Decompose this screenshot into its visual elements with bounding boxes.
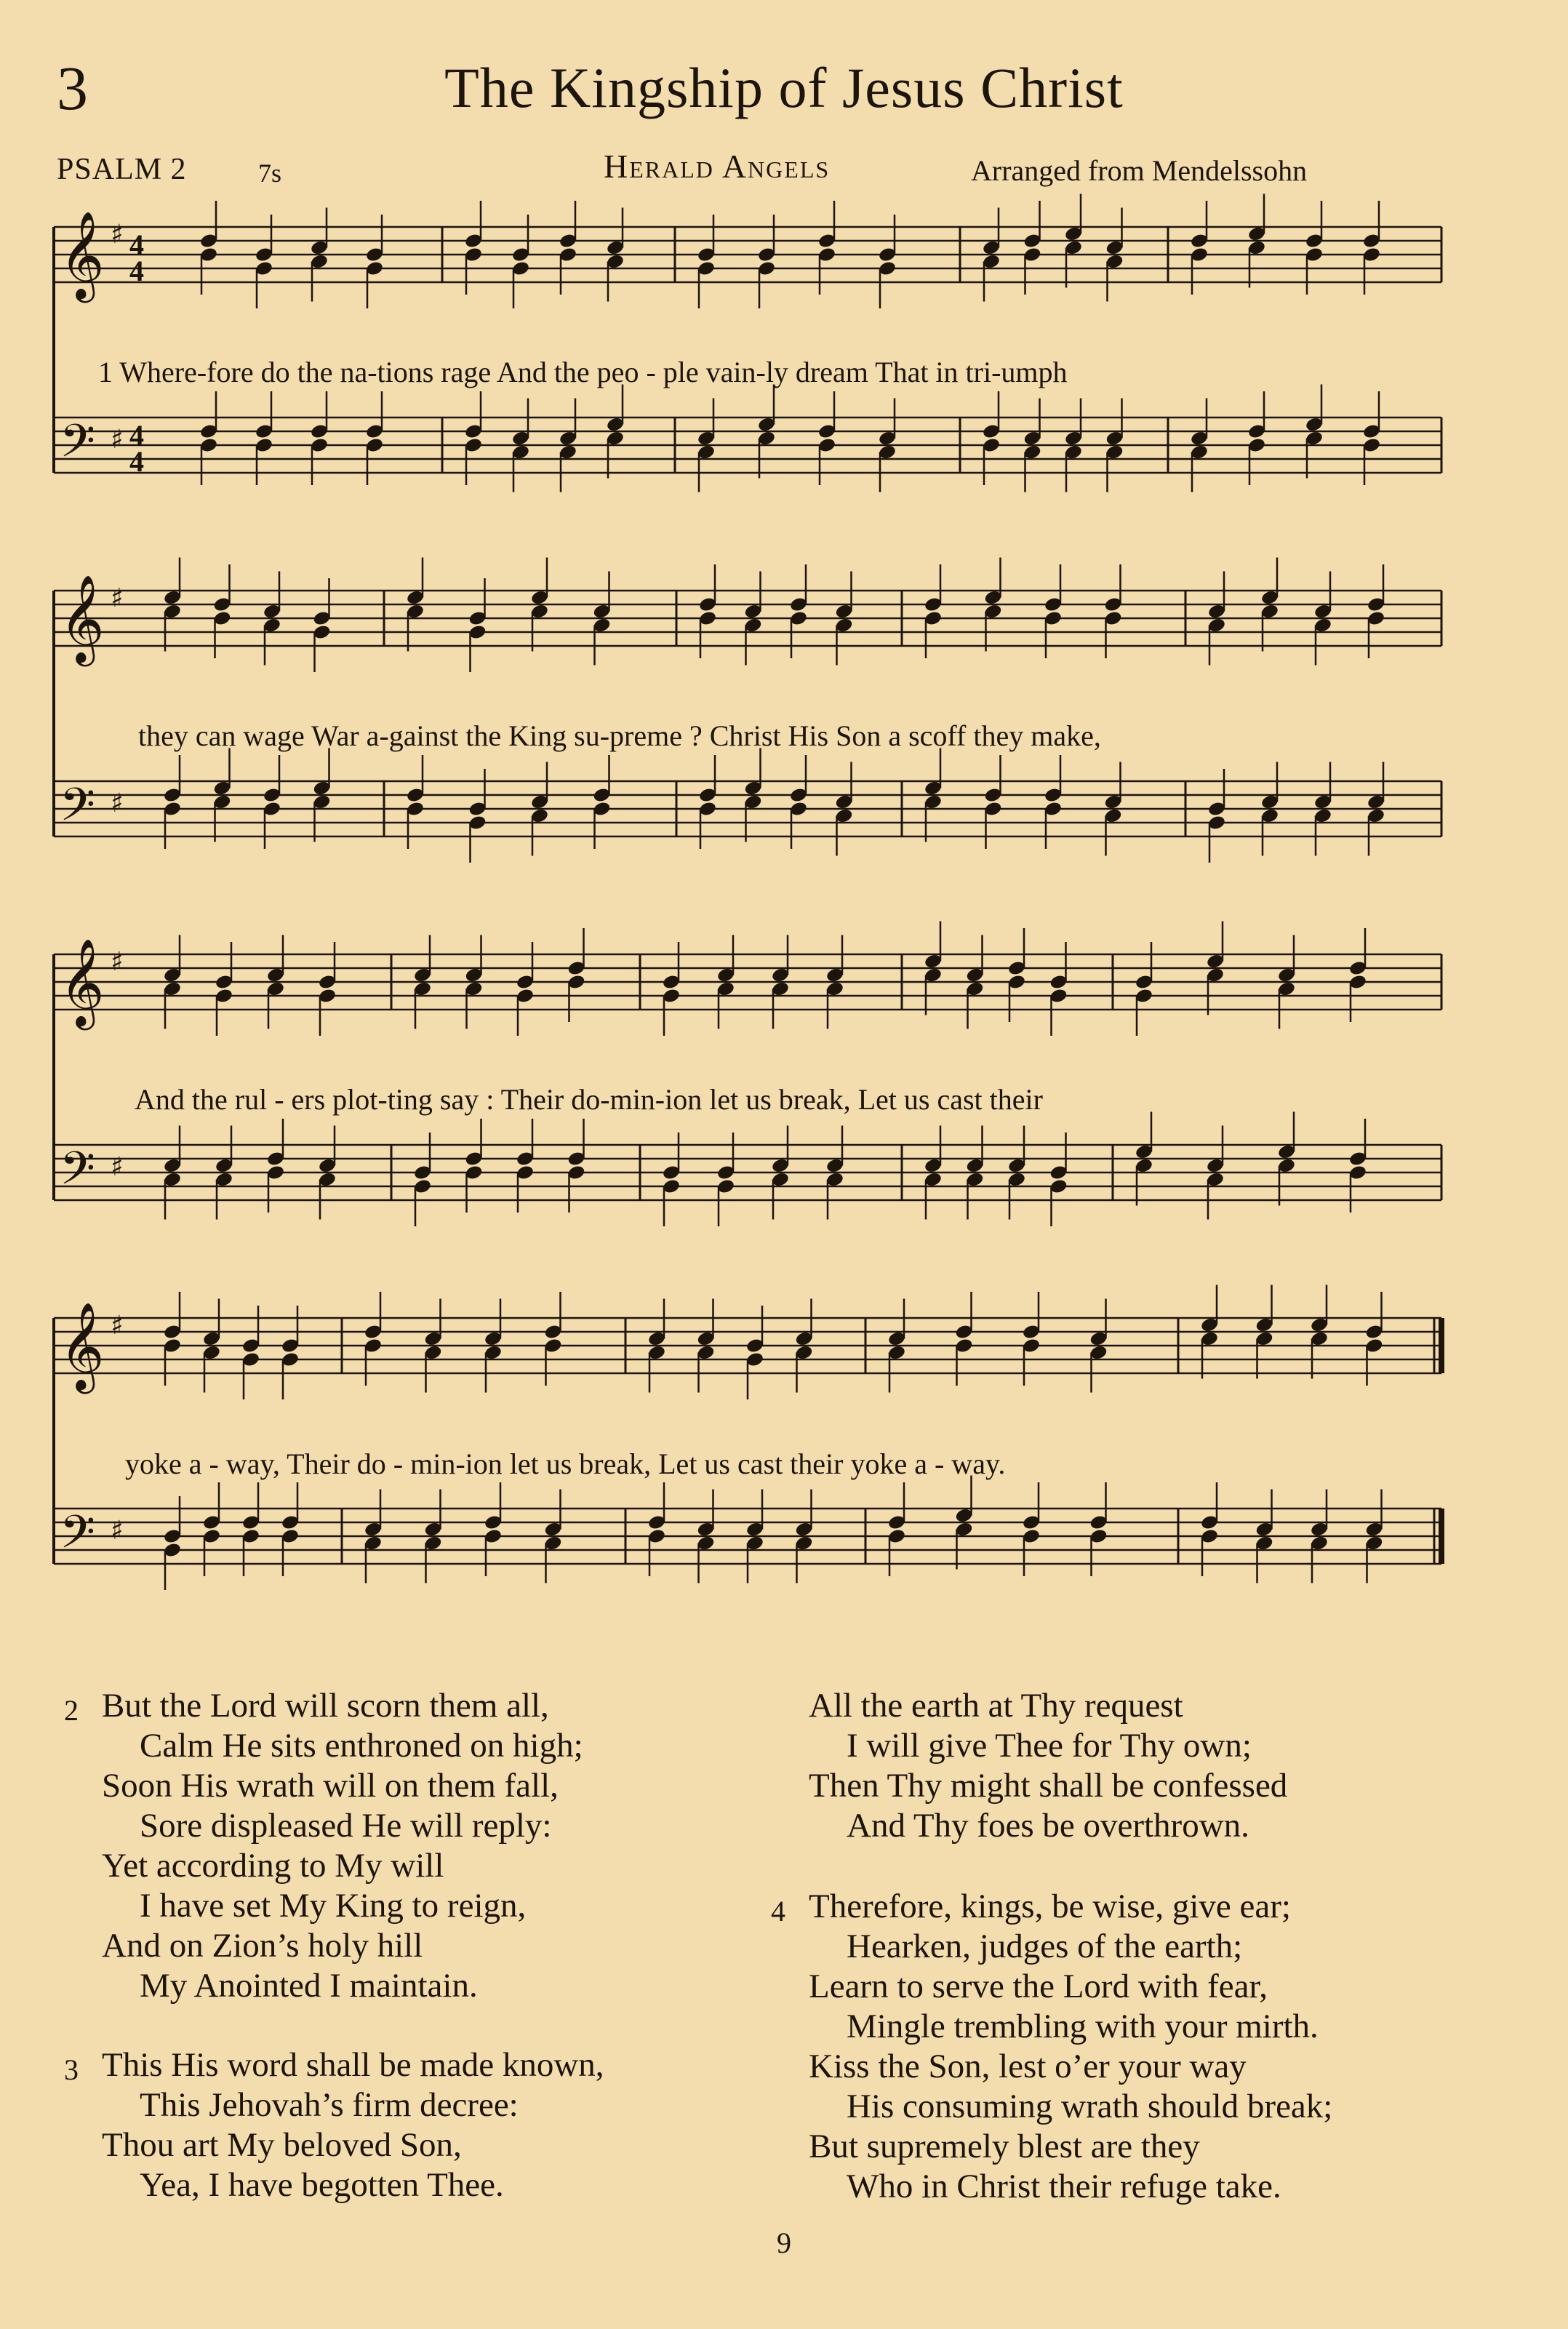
time-signature: 4 xyxy=(129,228,144,261)
sharp-icon: ♯ xyxy=(111,788,124,818)
treble-clef-icon: 𝄞 xyxy=(60,1301,105,1390)
system-2-lyrics: they can wage War a-gainst the King su-preme ? Christ His Son a scoff they make, xyxy=(138,719,1101,752)
stanza-3-continued xyxy=(771,1686,1287,1846)
stanza-line: Sore displeased He will reply: xyxy=(140,1807,552,1845)
stanza-line: Hearken, judges of the earth; xyxy=(847,1927,1243,1965)
stanza-line: Kiss the Son, lest o’er your way xyxy=(809,2048,1247,2085)
system-4-lyrics: yoke a - way, Their do - min-ion let us break, Let us cast their yoke a - way. xyxy=(125,1447,1006,1480)
stanza-line: And Thy foes be overthrown. xyxy=(847,1807,1249,1845)
sharp-icon: ♯ xyxy=(111,425,124,455)
sharp-icon: ♯ xyxy=(111,1516,124,1546)
arranger-credit: Arranged from Mendelssohn xyxy=(971,154,1308,187)
bass-clef-icon: 𝄢 xyxy=(60,1141,95,1206)
stanza-line: Then Thy might shall be confessed xyxy=(809,1767,1288,1805)
bass-clef-icon: 𝄢 xyxy=(60,1505,95,1570)
stanza-line: I have set My King to reign, xyxy=(140,1887,527,1925)
stanza-line: Thou art My beloved Son, xyxy=(102,2126,462,2164)
stanza-2 xyxy=(64,1686,583,2006)
sharp-icon: ♯ xyxy=(111,583,124,613)
stanza-line: Therefore, kings, be wise, give ear; xyxy=(809,1887,1291,1925)
stanza-line: Yet according to My will xyxy=(102,1847,444,1885)
stanza-line: This His word shall be made known, xyxy=(102,2046,604,2084)
final-barline xyxy=(1439,1318,1444,1373)
stanza-line: His consuming wrath should break; xyxy=(847,2088,1333,2125)
hymn-number: 3 xyxy=(57,53,88,123)
system-3-lyrics: And the rul - ers plot-ting say : Their do-min-ion let us break, Let us cast their xyxy=(135,1083,1043,1116)
stanza-line: Calm He sits enthroned on high; xyxy=(140,1727,583,1765)
hymn-title: The Kingship of Jesus Christ xyxy=(444,56,1124,119)
meter: 7s xyxy=(258,159,282,188)
tune-name: Herald Angels xyxy=(604,148,831,185)
stanza-line: This Jehovah’s firm decree: xyxy=(140,2086,519,2124)
bass-clef-icon: 𝄢 xyxy=(60,414,95,479)
sharp-icon: ♯ xyxy=(111,1152,124,1182)
stanza-number: 2 xyxy=(64,1694,79,1727)
stanza-line: Yea, I have begotten Thee. xyxy=(140,2166,504,2204)
stanza-line: But the Lord will scorn them all, xyxy=(102,1687,549,1725)
time-signature: 4 xyxy=(129,419,144,452)
stanza-3 xyxy=(64,2045,604,2205)
stanza-number: 4 xyxy=(771,1895,785,1927)
psalm-reference: PSALM 2 xyxy=(57,153,187,186)
treble-clef-icon: 𝄞 xyxy=(60,210,105,299)
stanza-line: But supremely blest are they xyxy=(809,2128,1200,2165)
stanza-4 xyxy=(771,1887,1332,2207)
sharp-icon: ♯ xyxy=(111,947,124,977)
time-signature: 4 xyxy=(129,255,144,287)
stanza-line: Who in Christ their refuge take. xyxy=(847,2168,1281,2205)
stanza-line: I will give Thee for Thy own; xyxy=(847,1727,1252,1765)
sharp-icon: ♯ xyxy=(111,220,124,249)
stanza-number: 3 xyxy=(64,2053,79,2086)
system-1-lyrics: 1 Where-fore do the na-tions rage And the peo - ple vain-ly dream That in tri-umph xyxy=(98,356,1068,388)
page-number: 9 xyxy=(777,2226,791,2259)
stanza-line: Mingle trembling with your mirth. xyxy=(847,2008,1319,2045)
stanza-line: Learn to serve the Lord with fear, xyxy=(809,1968,1268,2005)
treble-clef-icon: 𝄞 xyxy=(60,938,105,1026)
stanza-line: Soon His wrath will on them fall, xyxy=(102,1767,559,1805)
time-signature: 4 xyxy=(129,445,144,478)
sharp-icon: ♯ xyxy=(111,1311,124,1341)
final-barline xyxy=(1439,1509,1444,1564)
bass-clef-icon: 𝄢 xyxy=(60,778,95,842)
stanza-line: And on Zion’s holy hill xyxy=(102,1927,423,1965)
treble-clef-icon: 𝄞 xyxy=(60,574,105,663)
stanza-line: My Anointed I maintain. xyxy=(140,1967,478,2005)
stanza-line: All the earth at Thy request xyxy=(809,1687,1183,1725)
